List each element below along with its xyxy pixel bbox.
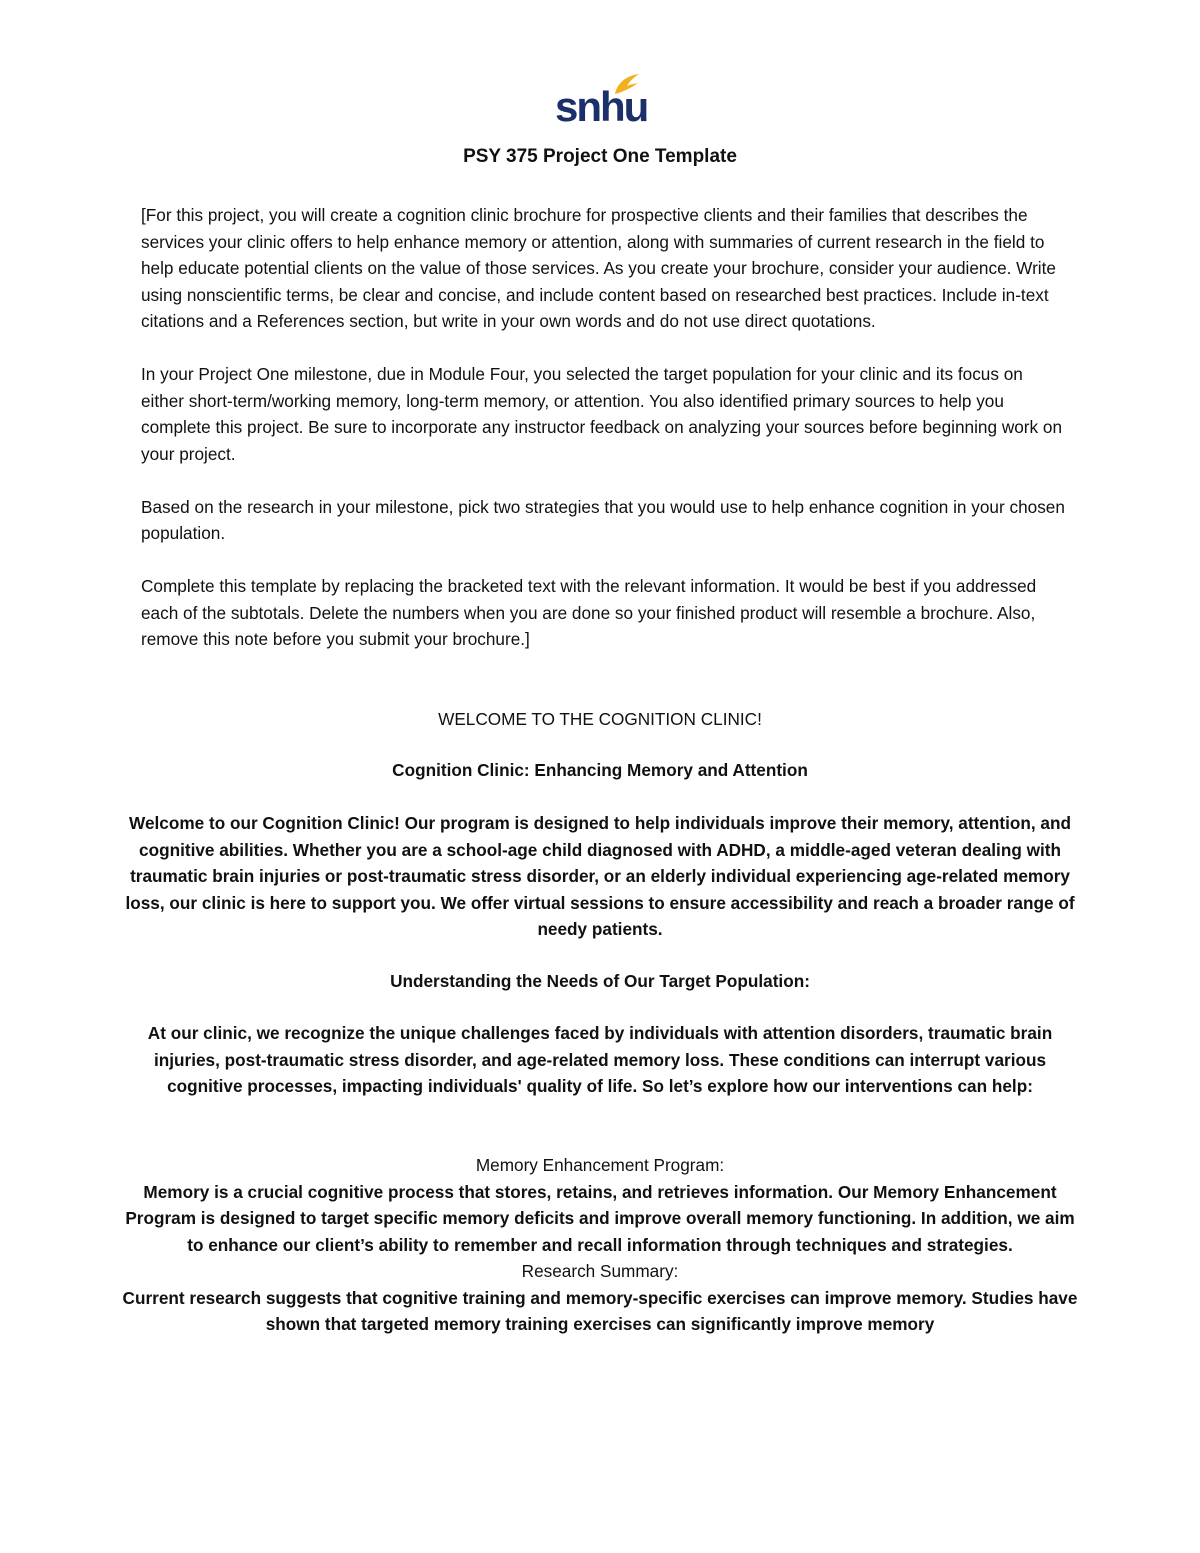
- needs-heading: Understanding the Needs of Our Target Population:: [390, 971, 810, 991]
- instructions-paragraph: Complete this template by replacing the bracketed text with the relevant information. It would be best if you addressed each of the subtotals. Delete the numbers when you are done so your finished product will resemble a brochure. Also, remove this note before you submit your brochure.]: [141, 576, 1037, 649]
- memory-paragraph: Memory is a crucial cognitive process that stores, retains, and retrieves information. Our Memory Enhancement Program is designed to target specific memory deficits and improve overall memory functioning. In addition, we aim to enhance our client’s ability to remember and recall information through techniques and strategies.: [125, 1181, 1075, 1255]
- memory-section: [120, 1152, 1080, 1338]
- instructions-paragraph: Based on the research in your milestone, pick two strategies that you would use to help enhance cognition in your chosen population.: [141, 496, 1065, 543]
- document-title: PSY 375 Project One Template: [463, 146, 737, 167]
- research-heading: Research Summary:: [521, 1261, 679, 1281]
- needs-paragraph: At our clinic, we recognize the unique challenges faced by individuals with attention disorders, traumatic brain injuries, post-traumatic stress disorder, and age-related memory loss. These conditions can interrupt various cognitive processes, impacting individuals' quality of life. So let’s explore how our interventions can help:: [147, 1023, 1053, 1096]
- instructions-paragraph: In your Project One milestone, due in Module Four, you selected the target population for your clinic and its focus on either short-term/working memory, long-term memory, or attention. You also identified primary sources to help you complete this project. Be sure to incorporate any instructor feedback on analyzing your sources before beginning work on your project.: [141, 364, 1062, 464]
- research-paragraph: Current research suggests that cognitive training and memory-specific exercises can improve memory. Studies have shown that targeted memory training exercises can significantly improve memory: [122, 1287, 1078, 1334]
- welcome-banner: WELCOME TO THE COGNITION CLINIC!: [438, 709, 762, 729]
- memory-heading: Memory Enhancement Program:: [475, 1155, 725, 1175]
- snhu-logo: [553, 72, 648, 132]
- clinic-heading: Cognition Clinic: Enhancing Memory and Attention: [392, 760, 808, 780]
- logo-wordmark: snhu: [555, 83, 648, 130]
- instructions-paragraph: [For this project, you will create a cognition clinic brochure for prospective clients and their families that describes the services your clinic offers to help enhance memory or attention, along with summaries of current research in the field to help educate potential clients on the value of those services. As you create your brochure, consider your audience. Write using nonscientific terms, be clear and concise, and include content based on researched best practices. Include in-text citations and a References section, but write in your own words and do not use direct quotations.: [141, 205, 1056, 331]
- instructions-note: [141, 202, 1066, 679]
- welcome-paragraph: Welcome to our Cognition Clinic! Our program is designed to help individuals improve their memory, attention, and cognitive abilities. Whether you are a school-age child diagnosed with ADHD, a middle-aged veteran dealing with traumatic brain injuries or post-traumatic stress disorder, or an elderly individual experiencing age-related memory loss, our clinic is here to support you. We offer virtual sessions to ensure accessibility and reach a broader range of needy patients.: [125, 813, 1075, 939]
